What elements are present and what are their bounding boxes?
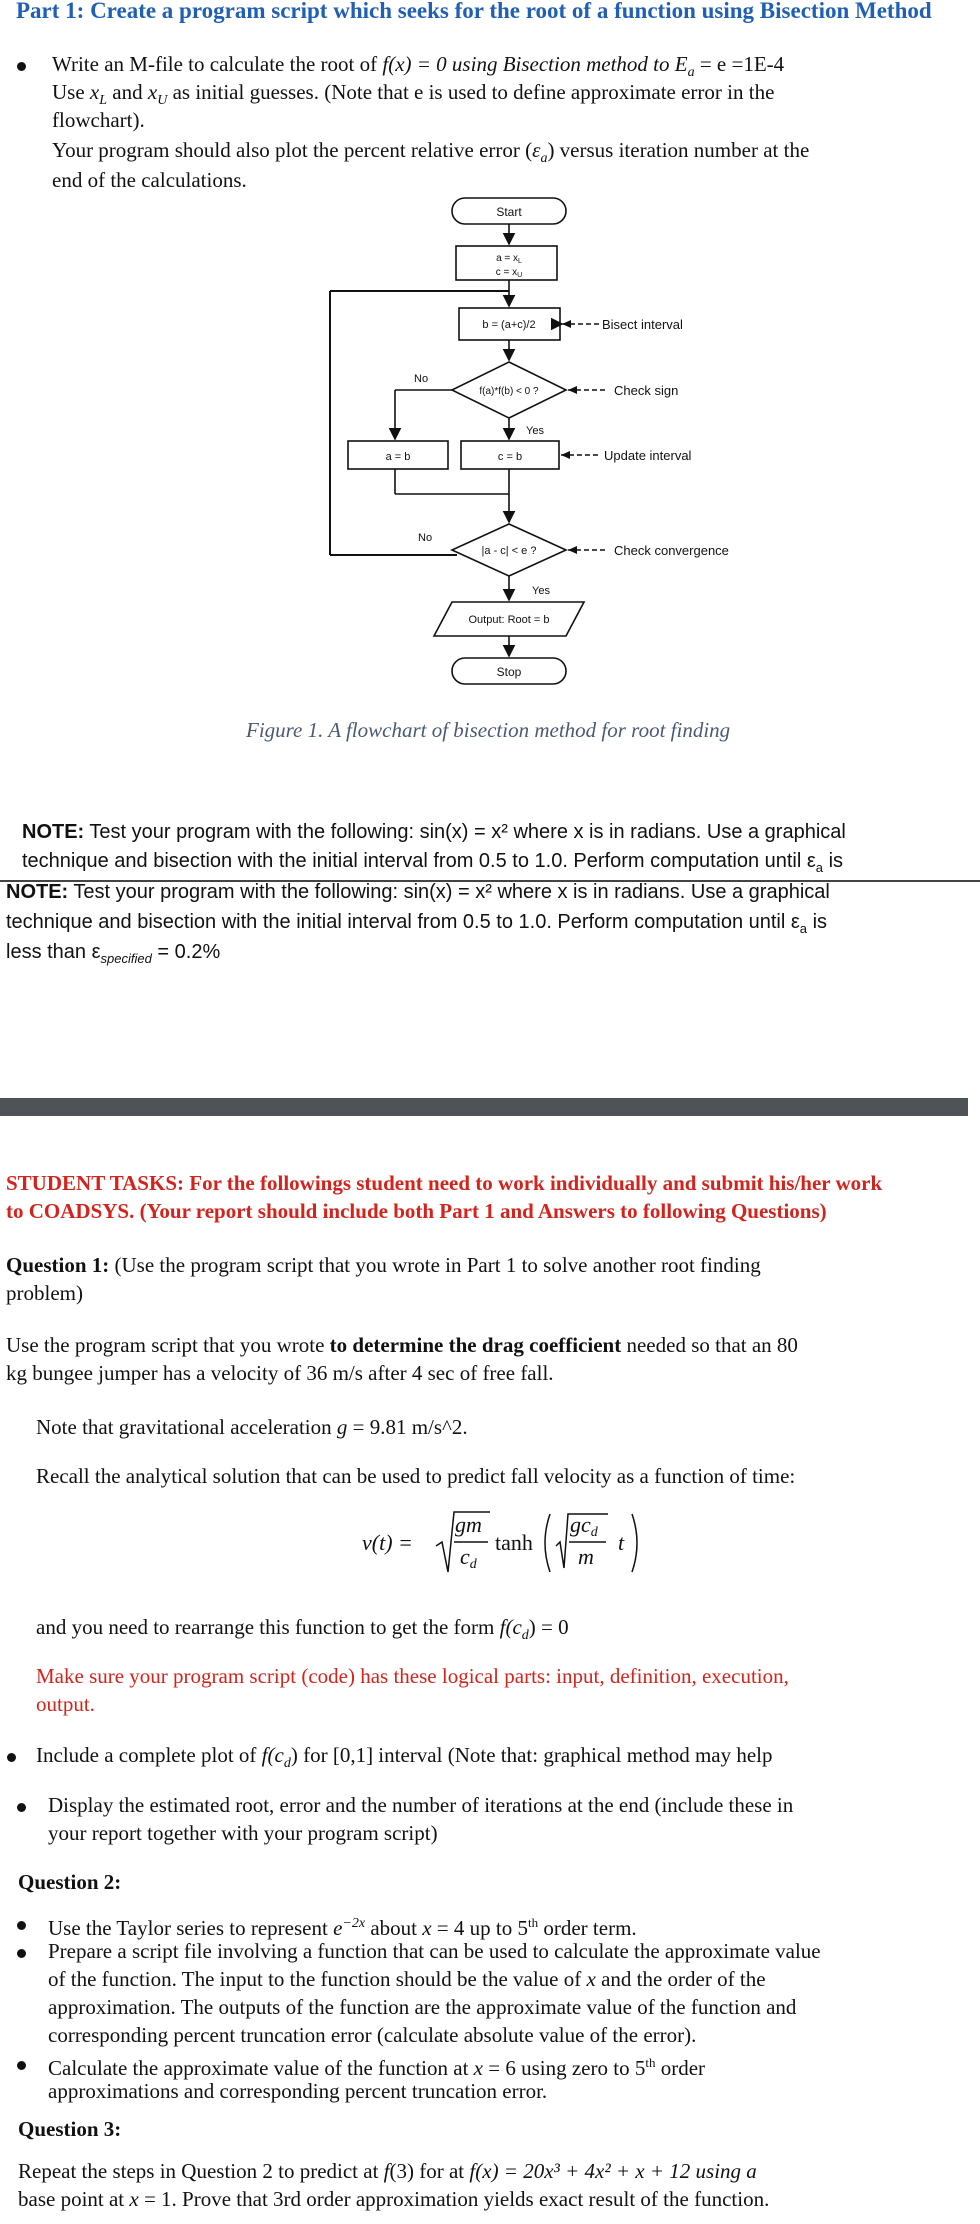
- tasks-heading-line2: to COADSYS. (Your report should include both Part 1 and Answers to following Questions): [6, 1199, 827, 1223]
- q1-line2: problem): [6, 1281, 83, 1305]
- q2-bullet2-line4: corresponding percent truncation error (calculate absolute value of the error).: [48, 2023, 697, 2047]
- tasks-heading-line1: STUDENT TASKS: For the followings student need to work individually and submit his/her work: [6, 1171, 883, 1195]
- figure-caption: Figure 1. A flowchart of bisection method for root finding: [246, 718, 731, 742]
- yes2-label: Yes: [532, 585, 550, 597]
- eq-t: t: [618, 1530, 625, 1555]
- note-b-line3: less than $\varepsilon_{specified} = 0.2\%$: [6, 941, 221, 966]
- note-b-line1: NOTE: Test your program with the following: sin(x) = x² where x is in radians. Use a graphical: [6, 881, 830, 903]
- output-label: Output: Root = b: [468, 614, 550, 626]
- logical-parts-note-line1: Make sure your program script (code) has these logical parts: input, definition, execution,: [36, 1664, 789, 1688]
- q3-label: Question 3:: [18, 2117, 122, 2141]
- conv-label: |a - c| < e ?: [481, 545, 537, 557]
- yes1-label: Yes: [526, 425, 544, 437]
- bullet-marker: [17, 2061, 26, 2070]
- q1-line1: Question 1: (Use the program script that you wrote in Part 1 to solve another root finding: [6, 1253, 761, 1277]
- bullet-marker: [17, 1949, 26, 1958]
- eq-m: m: [578, 1544, 594, 1569]
- eq-cd: cd: [460, 1544, 477, 1572]
- q2-bullet3-line2: approximations and corresponding percent truncation error.: [48, 2079, 548, 2103]
- check-label: f(a)*f(b) < 0 ?: [479, 386, 539, 397]
- q2-bullet3-line1: Calculate the approximate value of the function at x = 6 using zero to 5th order: [48, 2055, 706, 2080]
- gravity-note: Note that gravitational acceleration g = 9.81 m/s^2.: [36, 1415, 468, 1439]
- eq-lhs: v(t) =: [362, 1530, 413, 1555]
- update-note: Update interval: [604, 448, 692, 463]
- q2-label: Question 2:: [18, 1870, 122, 1894]
- conv-note: Check convergence: [614, 543, 729, 558]
- part1-bullet-line4: Your program should also plot the percent relative error $(\varepsilon_a)$ versus iteration number at the: [52, 138, 810, 167]
- bisect-label: b = (a+c)/2: [482, 319, 536, 331]
- check-note: Check sign: [614, 383, 679, 398]
- part1-bullet-line3: flowchart).: [52, 108, 145, 132]
- q3-line2: base point at x = 1. Prove that 3rd order approximation yields exact result of the function.: [18, 2187, 770, 2211]
- rearrange-line: and you need to rearrange this function to get the form $f(c_d) = 0$: [36, 1615, 569, 1644]
- note-b-line2: technique and bisection with the initial interval from 0.5 to 1.0. Perform computation until $\varepsilon_a$ is: [6, 911, 828, 936]
- bisect-note: Bisect interval: [602, 317, 683, 332]
- bullet-display-line2: your report together with your program script): [48, 1821, 438, 1845]
- q1-body-line1: Use the program script that you wrote to determine the drag coefficient needed so that an 80: [6, 1333, 798, 1357]
- note-a-line1: NOTE: Test your program with the following: sin(x) = x² where x is in radians. Use a graphical: [22, 821, 846, 843]
- recall-line: Recall the analytical solution that can be used to predict fall velocity as a function of time:: [36, 1464, 796, 1488]
- velocity-equation: [350, 1502, 690, 1580]
- q1-body-line2: kg bungee jumper has a velocity of 36 m/s after 4 sec of free fall.: [6, 1361, 554, 1385]
- logical-parts-note-line2: output.: [36, 1692, 95, 1716]
- bisection-flowchart: [0, 190, 980, 710]
- bullet-marker: [17, 62, 26, 71]
- start-label: Start: [496, 205, 522, 219]
- part1-bullet-line1: Write an M-file to calculate the root of f(x) = 0 using Bisection method to $E_a = e =1E-4$: [52, 52, 785, 81]
- q2-bullet2-line3: approximation. The outputs of the function are the approximate value of the function and: [48, 1995, 797, 2019]
- bullet-plot: Include a complete plot of $f(c_d)$ for [0,1] interval (Note that: graphical method may help: [36, 1743, 773, 1772]
- eq-gcd: gcd: [570, 1512, 598, 1540]
- eq-tanh: tanh: [495, 1530, 533, 1555]
- init-c-label: $c = x_U$: [495, 267, 523, 279]
- stop-label: Stop: [496, 665, 522, 679]
- part1-title: Part 1: Create a program script which seeks for the root of a function using Bisection Method: [16, 0, 932, 23]
- c-b-label: c = b: [497, 451, 523, 463]
- no1-label: No: [414, 373, 429, 385]
- init-a-label: $a = x_L$: [496, 253, 522, 265]
- a-b-label: a = b: [385, 451, 411, 463]
- q3-line1: Repeat the steps in Question 2 to predict at f(3) for at f(x) = 20x³ + 4x² + x + 12 using a: [18, 2159, 757, 2183]
- q2-bullet1: Use the Taylor series to represent $e^{-2x}$ about x = 4 up to 5th order term.: [48, 1915, 637, 1940]
- bullet-marker: [17, 1803, 26, 1812]
- part1-bullet-line2: Use $x_L$ and $x_U$ as initial guesses. (Note that e is used to define approximate error in the: [52, 80, 775, 109]
- q2-bullet2-line1: Prepare a script file involving a function that can be used to calculate the approximate value: [48, 1939, 821, 1963]
- note-a-line2: technique and bisection with the initial interval from 0.5 to 1.0. Perform computation until $\varepsilon_a$ is: [22, 850, 844, 875]
- bullet-marker: [7, 1753, 16, 1762]
- part1-bullet-line5: end of the calculations.: [52, 168, 247, 192]
- eq-gm: gm: [455, 1512, 482, 1537]
- bullet-marker: [17, 1921, 26, 1930]
- no2-label: No: [418, 532, 433, 544]
- bullet-display-line1: Display the estimated root, error and the number of iterations at the end (include these in: [48, 1793, 794, 1817]
- q2-bullet2-line2: of the function. The input to the function should be the value of x and the order of the: [48, 1967, 766, 1991]
- section-divider-band: [0, 1098, 968, 1116]
